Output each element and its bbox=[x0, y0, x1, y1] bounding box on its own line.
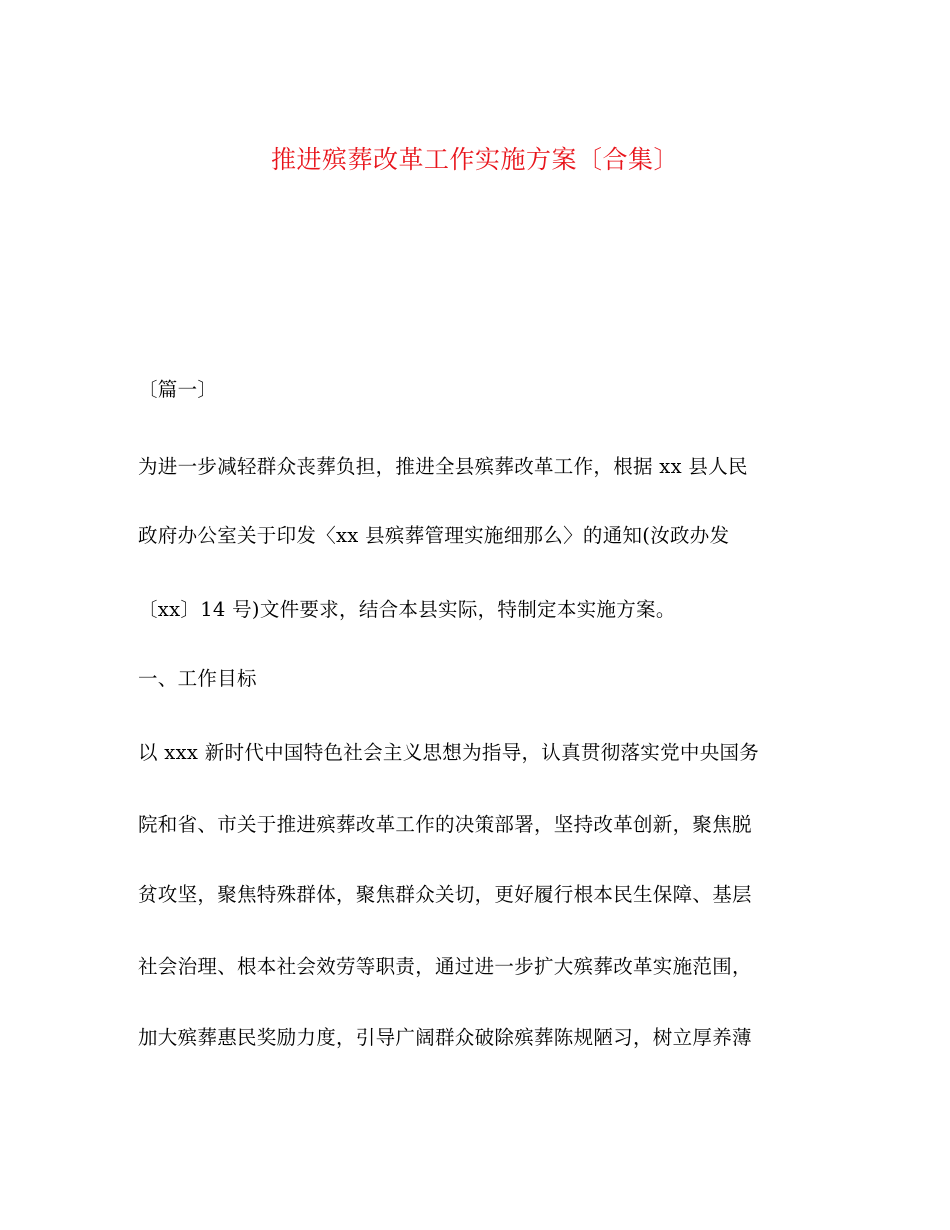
paragraph-line-3: 〔xx〕14 号)文件要求，结合本县实际，特制定本实施方案。 bbox=[138, 598, 676, 621]
paragraph-line-1: 为进一步减轻群众丧葬负担，推进全县殡葬改革工作，根据 xx 县人民 bbox=[138, 455, 748, 478]
paragraph-line-2: 政府办公室关于印发〈xx 县殡葬管理实施细那么〉的通知(汝政办发 bbox=[138, 524, 730, 547]
paragraph-line-8: 加大殡葬惠民奖励力度，引导广阔群众破除殡葬陈规陋习，树立厚养薄 bbox=[138, 1026, 752, 1049]
paragraph-line-6: 贫攻坚，聚焦特殊群体，聚焦群众关切，更好履行根本民生保障、基层 bbox=[138, 883, 752, 906]
document-title: 推进殡葬改革工作实施方案〔合集〕 bbox=[270, 145, 679, 174]
section-label: 〔篇一〕 bbox=[138, 378, 218, 401]
paragraph-line-4: 以 xxx 新时代中国特色社会主义思想为指导，认真贯彻落实党中央国务 bbox=[138, 741, 760, 764]
paragraph-line-5: 院和省、市关于推进殡葬改革工作的决策部署，坚持改革创新，聚焦脱 bbox=[138, 813, 752, 836]
section-heading: 一、工作目标 bbox=[138, 667, 257, 690]
paragraph-line-7: 社会治理、根本社会效劳等职责，通过进一步扩大殡葬改革实施范围， bbox=[138, 955, 752, 978]
